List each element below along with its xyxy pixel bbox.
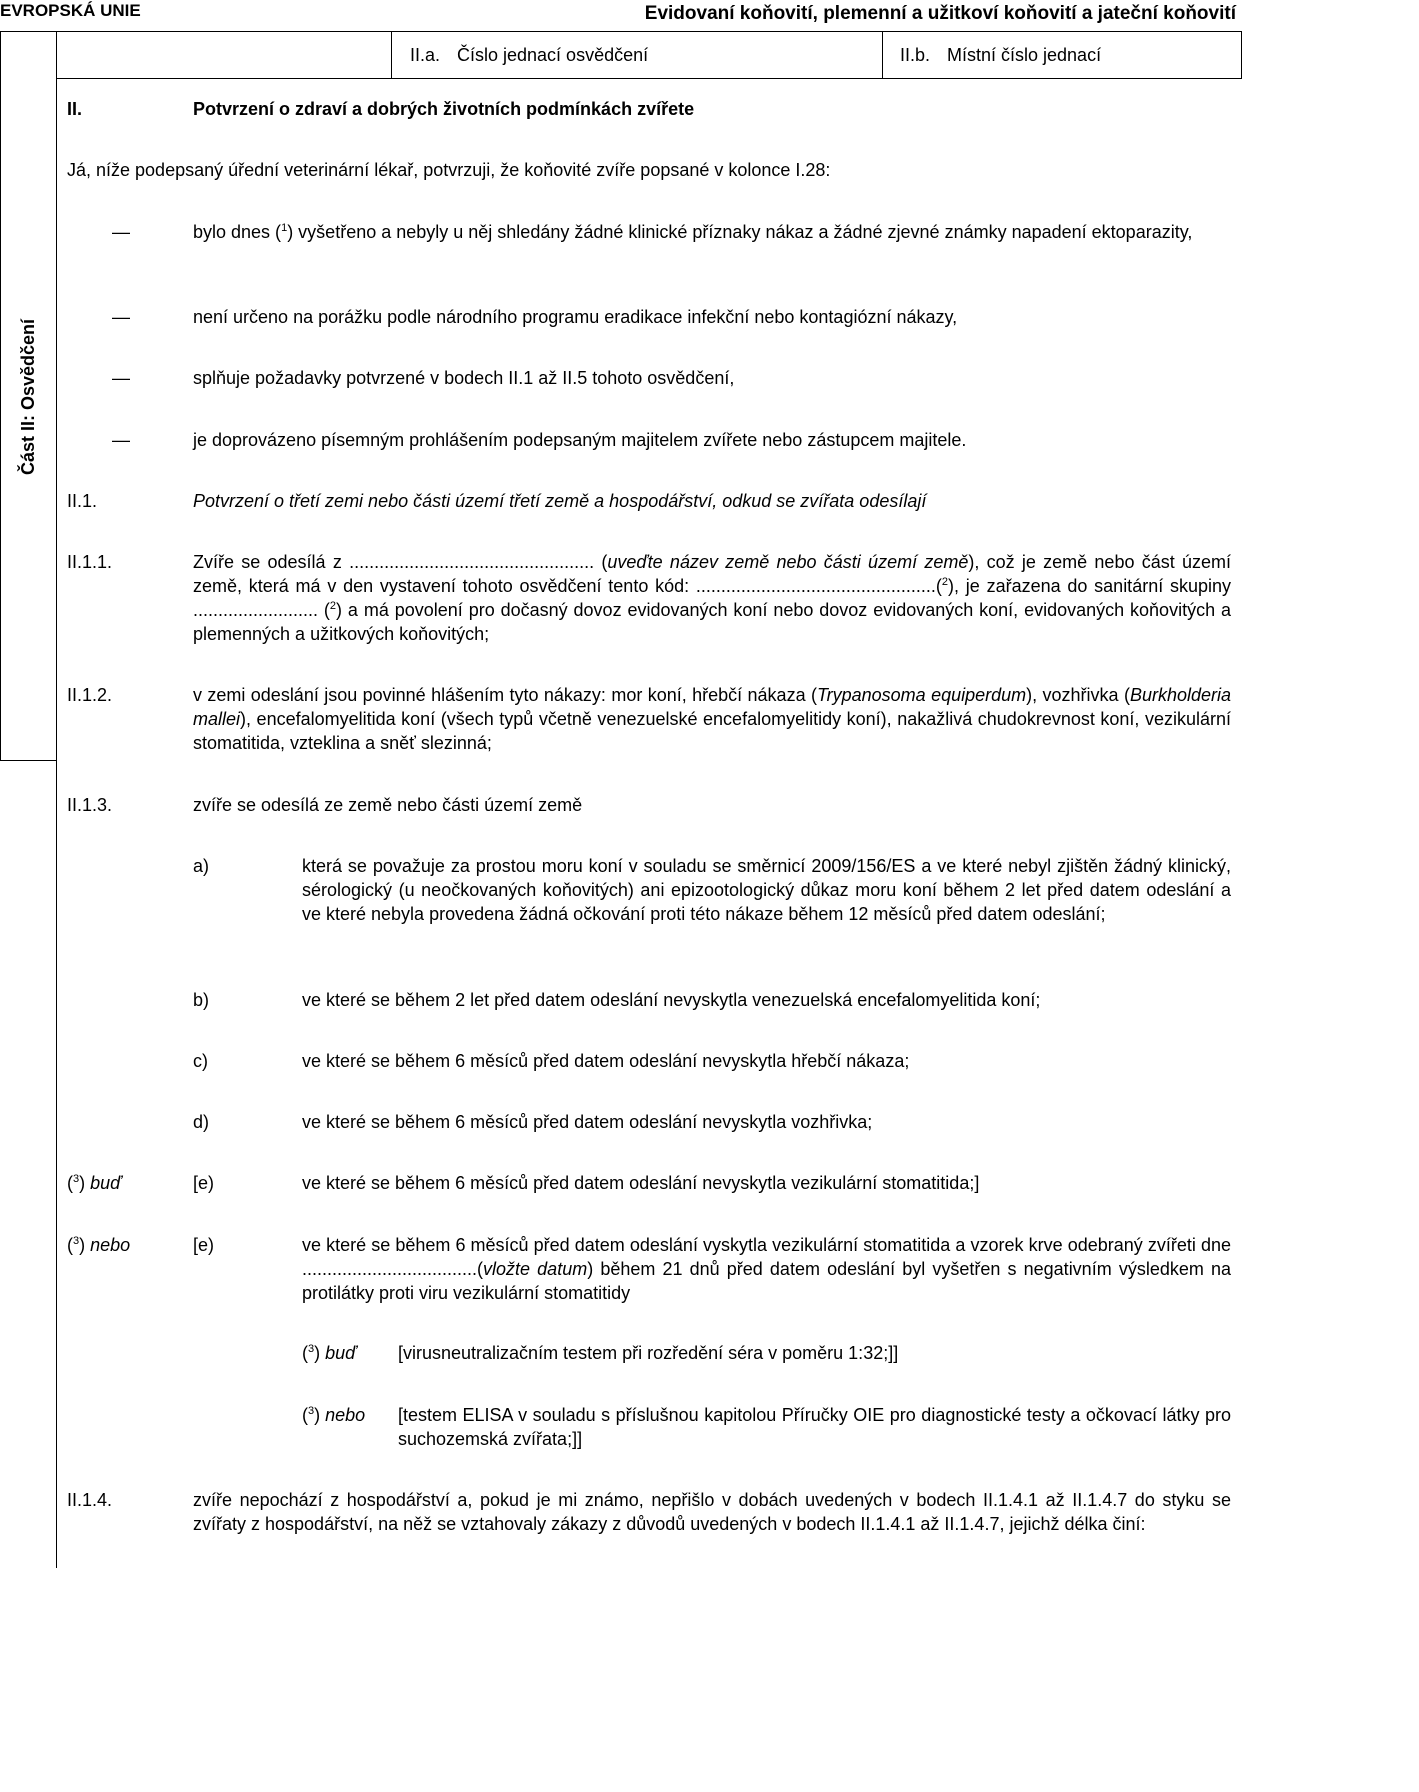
ref-box-divider-b xyxy=(882,31,883,79)
s13-text: zvíře se odesílá ze země nebo části území země xyxy=(193,795,583,815)
bullet-dash: — xyxy=(112,222,130,242)
sidebar-divider xyxy=(56,31,57,1568)
sidebar-bottom-border xyxy=(0,760,57,761)
s11-text: Zvíře se odesílá z ................................................. (uveďte název země nebo části území země), což je země nebo část území země, která má v den vystavení tohoto osvědčení tento kód: ................................................($^2$), je zařazena do sanitární skupiny ......................... ($^2$) a má povolení pro dočasný dovoz evidovaných koní nebo dovoz evidovaných koní, evidovaných koňovitých a plemenných a užitkových koňovitých; xyxy=(193,552,1232,644)
ref-a-label: Číslo jednací osvědčení xyxy=(457,45,649,65)
bullet-dash: — xyxy=(112,430,130,450)
option-marker: ($^3$) nebo xyxy=(67,1235,131,1255)
ref-b-label: Místní číslo jednací xyxy=(947,45,1102,65)
ref-b-number: II.b. xyxy=(900,45,931,65)
header-right: Evidovaní koňovití, plemenní a užitkoví koňovití a jateční koňovití xyxy=(644,3,1236,24)
s13-number: II.1.3. xyxy=(67,795,113,815)
frame-top-border xyxy=(0,31,1242,32)
s14-number: II.1.4. xyxy=(67,1490,113,1510)
s11-number: II.1.1. xyxy=(67,552,113,572)
ref-box-bottom-border xyxy=(56,78,1242,79)
section-number: II. xyxy=(67,99,83,119)
option-marker: ($^3$) nebo xyxy=(302,1405,366,1425)
ref-box-right-border xyxy=(1241,31,1242,79)
ref-box-divider-a xyxy=(391,31,392,79)
item-e2-label: [e) xyxy=(193,1235,215,1255)
s12-text: v zemi odeslání jsou povinné hlášením tyto nákazy: mor koní, hřebčí nákaza (Trypanosoma equiperdum), vozhřivka (Burkholderia mallei), encefalomyelitida koní (všech typů včetně venezuelské encefalomyelitidy koní), nakažlivá chudokrevnost koní, vezikulární stomatitida, vzteklina a sněť slezinná; xyxy=(193,685,1231,753)
bullet-2: není určeno na porážku podle národního programu eradikace infekční nebo kontagiózní nákazy, xyxy=(193,307,958,327)
item-a-text: která se považuje za prostou moru koní v souladu se směrnicí 2009/156/ES a ve které nebyl zjištěn žádný klinický, sérologický (u neočkovaných koňovitých) ani epizootologický důkaz moru koní během 2 let před datem odeslání a ve které nebyla provedena žádná očkování proti této nákaze během 12 měsíců před datem odeslání; xyxy=(302,856,1231,924)
item-e1-text: ve které se během 6 měsíců před datem odeslání nevyskytla vezikulární stomatitida;] xyxy=(302,1173,980,1193)
option-marker: ($^3$) buď xyxy=(67,1173,122,1193)
item-d-text: ve které se během 6 měsíců před datem odeslání nevyskytla vozhřivka; xyxy=(302,1112,873,1132)
bullet-dash: — xyxy=(112,368,130,388)
s14-text: zvíře nepochází z hospodářství a, pokud je mi známo, nepřišlo v dobách uvedených v bodech II.1.4.1 až II.1.4.7 do styku se zvířaty z hospodářství, na něž se vztahovaly zákazy z důvodů uvedených v bodech II.1.4.1 až II.1.4.7, jejichž délka činí: xyxy=(193,1490,1231,1534)
item-a-label: a) xyxy=(193,856,210,876)
suboption-1-text: [virusneutralizačním testem při rozředění séra v poměru 1:32;]] xyxy=(398,1343,899,1363)
item-b-text: ve které se během 2 let před datem odeslání nevyskytla venezuelská encefalomyelitida koní; xyxy=(302,990,1041,1010)
bullet-1: bylo dnes ($^1$) vyšetřeno a nebyly u něj shledány žádné klinické příznaky nákaz a žádné zjevné známky napadení ektoparazity, xyxy=(193,222,1193,242)
s1-title: Potvrzení o třetí zemi nebo části území třetí země a hospodářství, odkud se zvířata odesílají xyxy=(193,491,927,511)
item-c-label: c) xyxy=(193,1051,208,1071)
intro-text: Já, níže podepsaný úřední veterinární lékař, potvrzuji, že koňovité zvíře popsané v kolonce I.28: xyxy=(67,160,831,180)
item-e1-label: [e) xyxy=(193,1173,215,1193)
item-c-text: ve které se během 6 měsíců před datem odeslání nevyskytla hřebčí nákaza; xyxy=(302,1051,910,1071)
bullet-dash: — xyxy=(112,307,130,327)
header-left: EVROPSKÁ UNIE xyxy=(0,1,141,20)
sidebar-label: Část II: Osvědčení xyxy=(18,318,38,476)
section-title: Potvrzení o zdraví a dobrých životních podmínkách zvířete xyxy=(193,99,695,119)
suboption-2-text: [testem ELISA v souladu s příslušnou kapitolou Příručky OIE pro diagnostické testy a očkovací látky pro suchozemská zvířata;]] xyxy=(398,1405,1231,1449)
bullet-4: je doprovázeno písemným prohlášením podepsaným majitelem zvířete nebo zástupcem majitele. xyxy=(193,430,967,450)
s1-number: II.1. xyxy=(67,491,98,511)
option-marker: ($^3$) buď xyxy=(302,1343,357,1363)
s12-number: II.1.2. xyxy=(67,685,113,705)
bullet-3: splňuje požadavky potvrzené v bodech II.1 až II.5 tohoto osvědčení, xyxy=(193,368,735,388)
item-d-label: d) xyxy=(193,1112,210,1132)
frame-left-border xyxy=(0,31,1,761)
item-b-label: b) xyxy=(193,990,210,1010)
ref-a-number: II.a. xyxy=(410,45,441,65)
item-e2-text: ve které se během 6 měsíců před datem odeslání vyskytla vezikulární stomatitida a vzorek krve odebraný zvířeti dne ...................................(vložte datum) během 21 dnů před datem odeslání byl vyšetřen s negativním výsledkem na protilátky proti viru vezikulární stomatitidy xyxy=(302,1235,1231,1303)
